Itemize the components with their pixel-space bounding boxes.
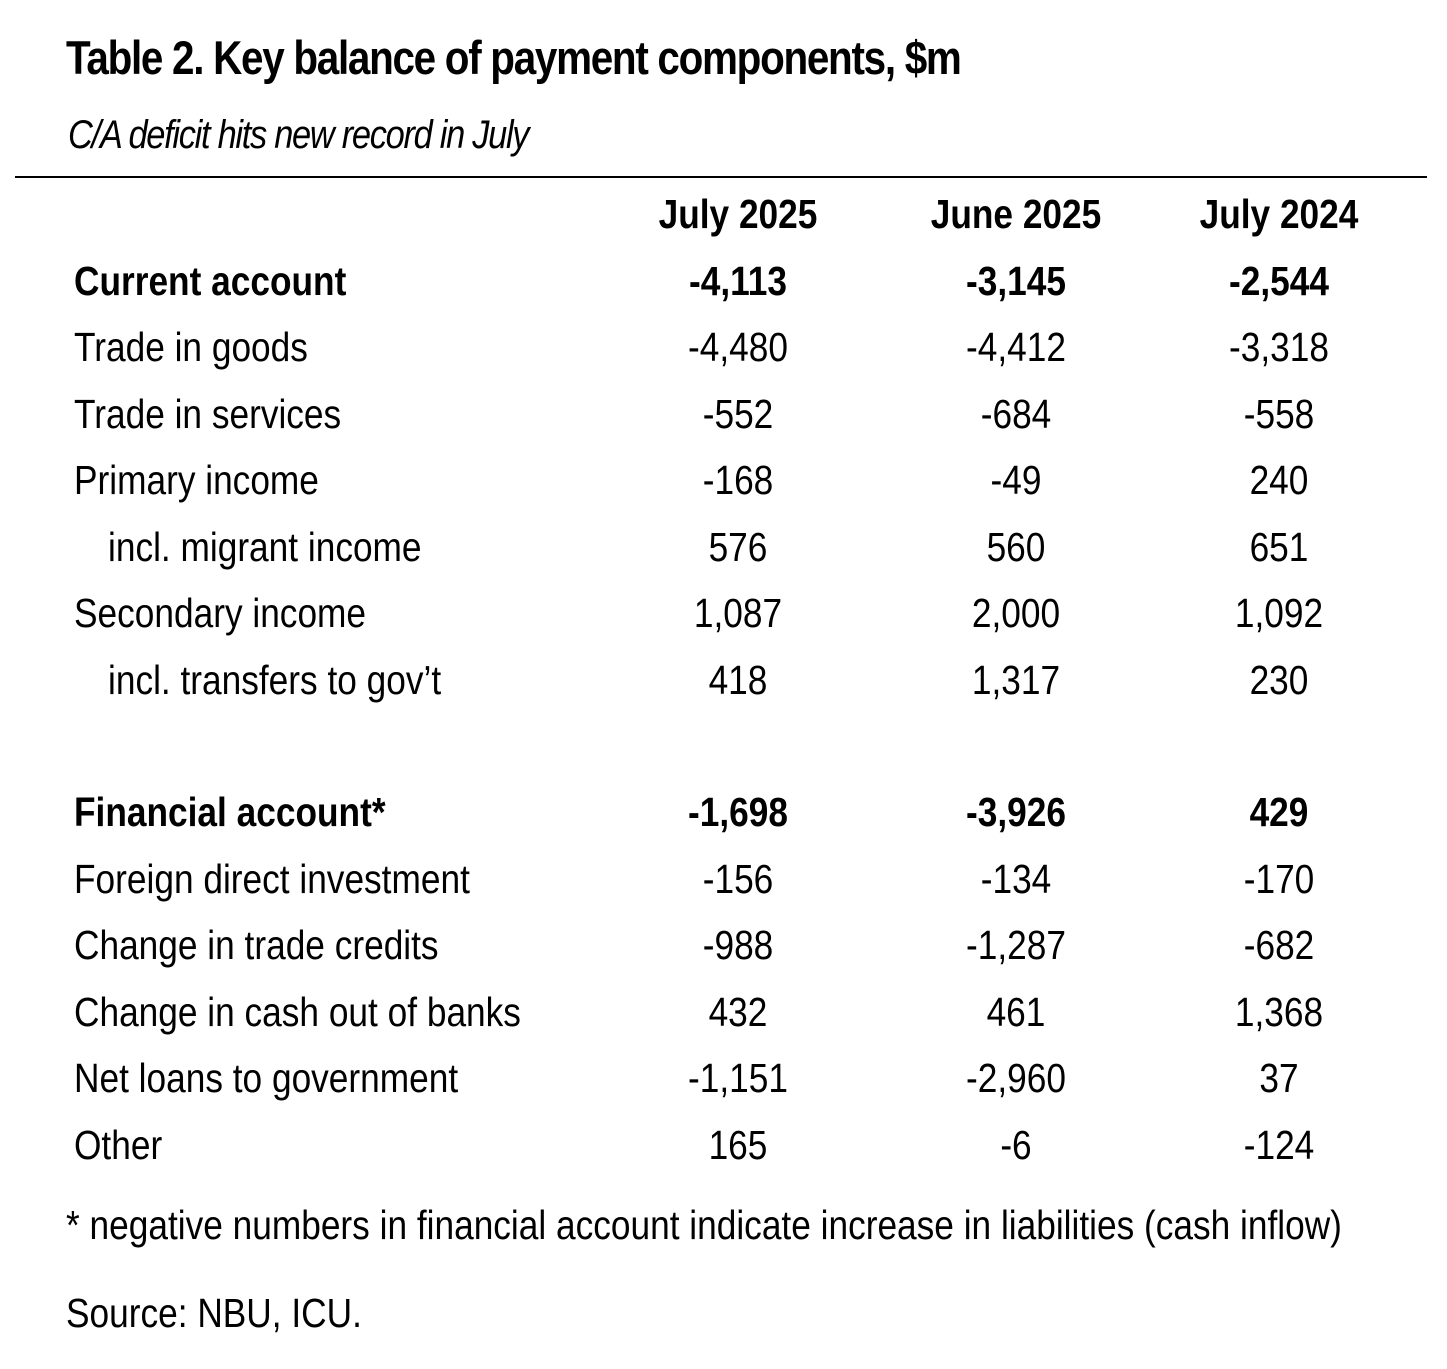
table-header-row	[0, 186, 1447, 253]
header-rule	[15, 176, 1427, 178]
table-row	[0, 519, 1447, 586]
row-value: -988	[702, 922, 774, 968]
row-value: 651	[1249, 523, 1309, 570]
row-value: -49	[990, 457, 1042, 503]
row-label: Secondary income	[74, 590, 367, 636]
row-value: 1,368	[1234, 988, 1324, 1035]
row-label: Financial account*	[74, 789, 386, 835]
row-label: Foreign direct investment	[74, 855, 470, 902]
row-value: 461	[986, 988, 1046, 1035]
row-label: Trade in goods	[74, 324, 308, 370]
column-header: June 2025	[930, 191, 1102, 237]
row-value: -3,145	[965, 257, 1066, 304]
table-row	[0, 452, 1447, 519]
table-row	[0, 319, 1447, 386]
table-row	[0, 984, 1447, 1051]
row-value: -552	[702, 390, 774, 437]
row-value: -3,318	[1228, 324, 1329, 370]
row-value: -4,412	[965, 324, 1066, 370]
row-value: 1,087	[693, 590, 783, 636]
table-title: Table 2. Key balance of payment components, $m	[66, 31, 961, 84]
row-value: -124	[1243, 1121, 1315, 1168]
row-value: 432	[708, 988, 768, 1035]
row-spacer	[0, 718, 1447, 784]
row-value: -134	[980, 855, 1052, 902]
row-value: -156	[702, 855, 774, 902]
row-value: 240	[1249, 457, 1309, 503]
row-value: -2,960	[965, 1055, 1066, 1101]
table-row	[0, 652, 1447, 719]
source-note: Source: NBU, ICU.	[66, 1290, 362, 1336]
row-label: Other	[74, 1121, 163, 1168]
row-label: Change in cash out of banks	[74, 988, 521, 1035]
row-label: Current account	[74, 257, 347, 304]
row-value: 576	[708, 523, 768, 570]
row-value: -684	[980, 390, 1052, 437]
row-value: -2,544	[1228, 257, 1329, 304]
row-value: -168	[702, 457, 774, 503]
row-label: Net loans to government	[74, 1055, 459, 1101]
table-row	[0, 386, 1447, 453]
row-value: 418	[708, 656, 768, 703]
row-value: 165	[708, 1121, 768, 1168]
row-value: -170	[1243, 855, 1315, 902]
row-label: incl. migrant income	[108, 523, 422, 570]
row-value: 429	[1249, 789, 1309, 835]
row-value: -4,113	[688, 257, 788, 304]
row-value: 1,092	[1234, 590, 1324, 636]
row-value: 2,000	[971, 590, 1061, 636]
footnote: * negative numbers in financial account indicate increase in liabilities (cash inflow)	[66, 1202, 1342, 1248]
row-value: -6	[1000, 1121, 1032, 1168]
row-value: -1,151	[687, 1055, 788, 1101]
table-row	[0, 1117, 1447, 1184]
row-value: -4,480	[687, 324, 788, 370]
row-value: 560	[986, 523, 1046, 570]
row-label: Change in trade credits	[74, 922, 439, 968]
table-row	[0, 1050, 1447, 1117]
table-row	[0, 253, 1447, 320]
row-label: Primary income	[74, 457, 319, 503]
row-value: 1,317	[971, 656, 1061, 703]
row-value: -1,698	[687, 789, 788, 835]
row-value: 230	[1249, 656, 1309, 703]
column-header: July 2024	[1199, 191, 1359, 237]
table-row	[0, 585, 1447, 652]
row-value: -558	[1243, 390, 1315, 437]
bop-table	[0, 186, 1447, 1183]
row-label: Trade in services	[74, 390, 342, 437]
row-label: incl. transfers to gov’t	[108, 656, 442, 703]
row-value: -682	[1243, 922, 1315, 968]
row-value: -3,926	[965, 789, 1066, 835]
table-row	[0, 917, 1447, 984]
table-row	[0, 851, 1447, 918]
row-value: -1,287	[965, 922, 1066, 968]
table-subtitle: C/A deficit hits new record in July	[68, 113, 529, 157]
table-row	[0, 784, 1447, 851]
row-value: 37	[1259, 1055, 1299, 1101]
column-header: July 2025	[658, 191, 818, 237]
